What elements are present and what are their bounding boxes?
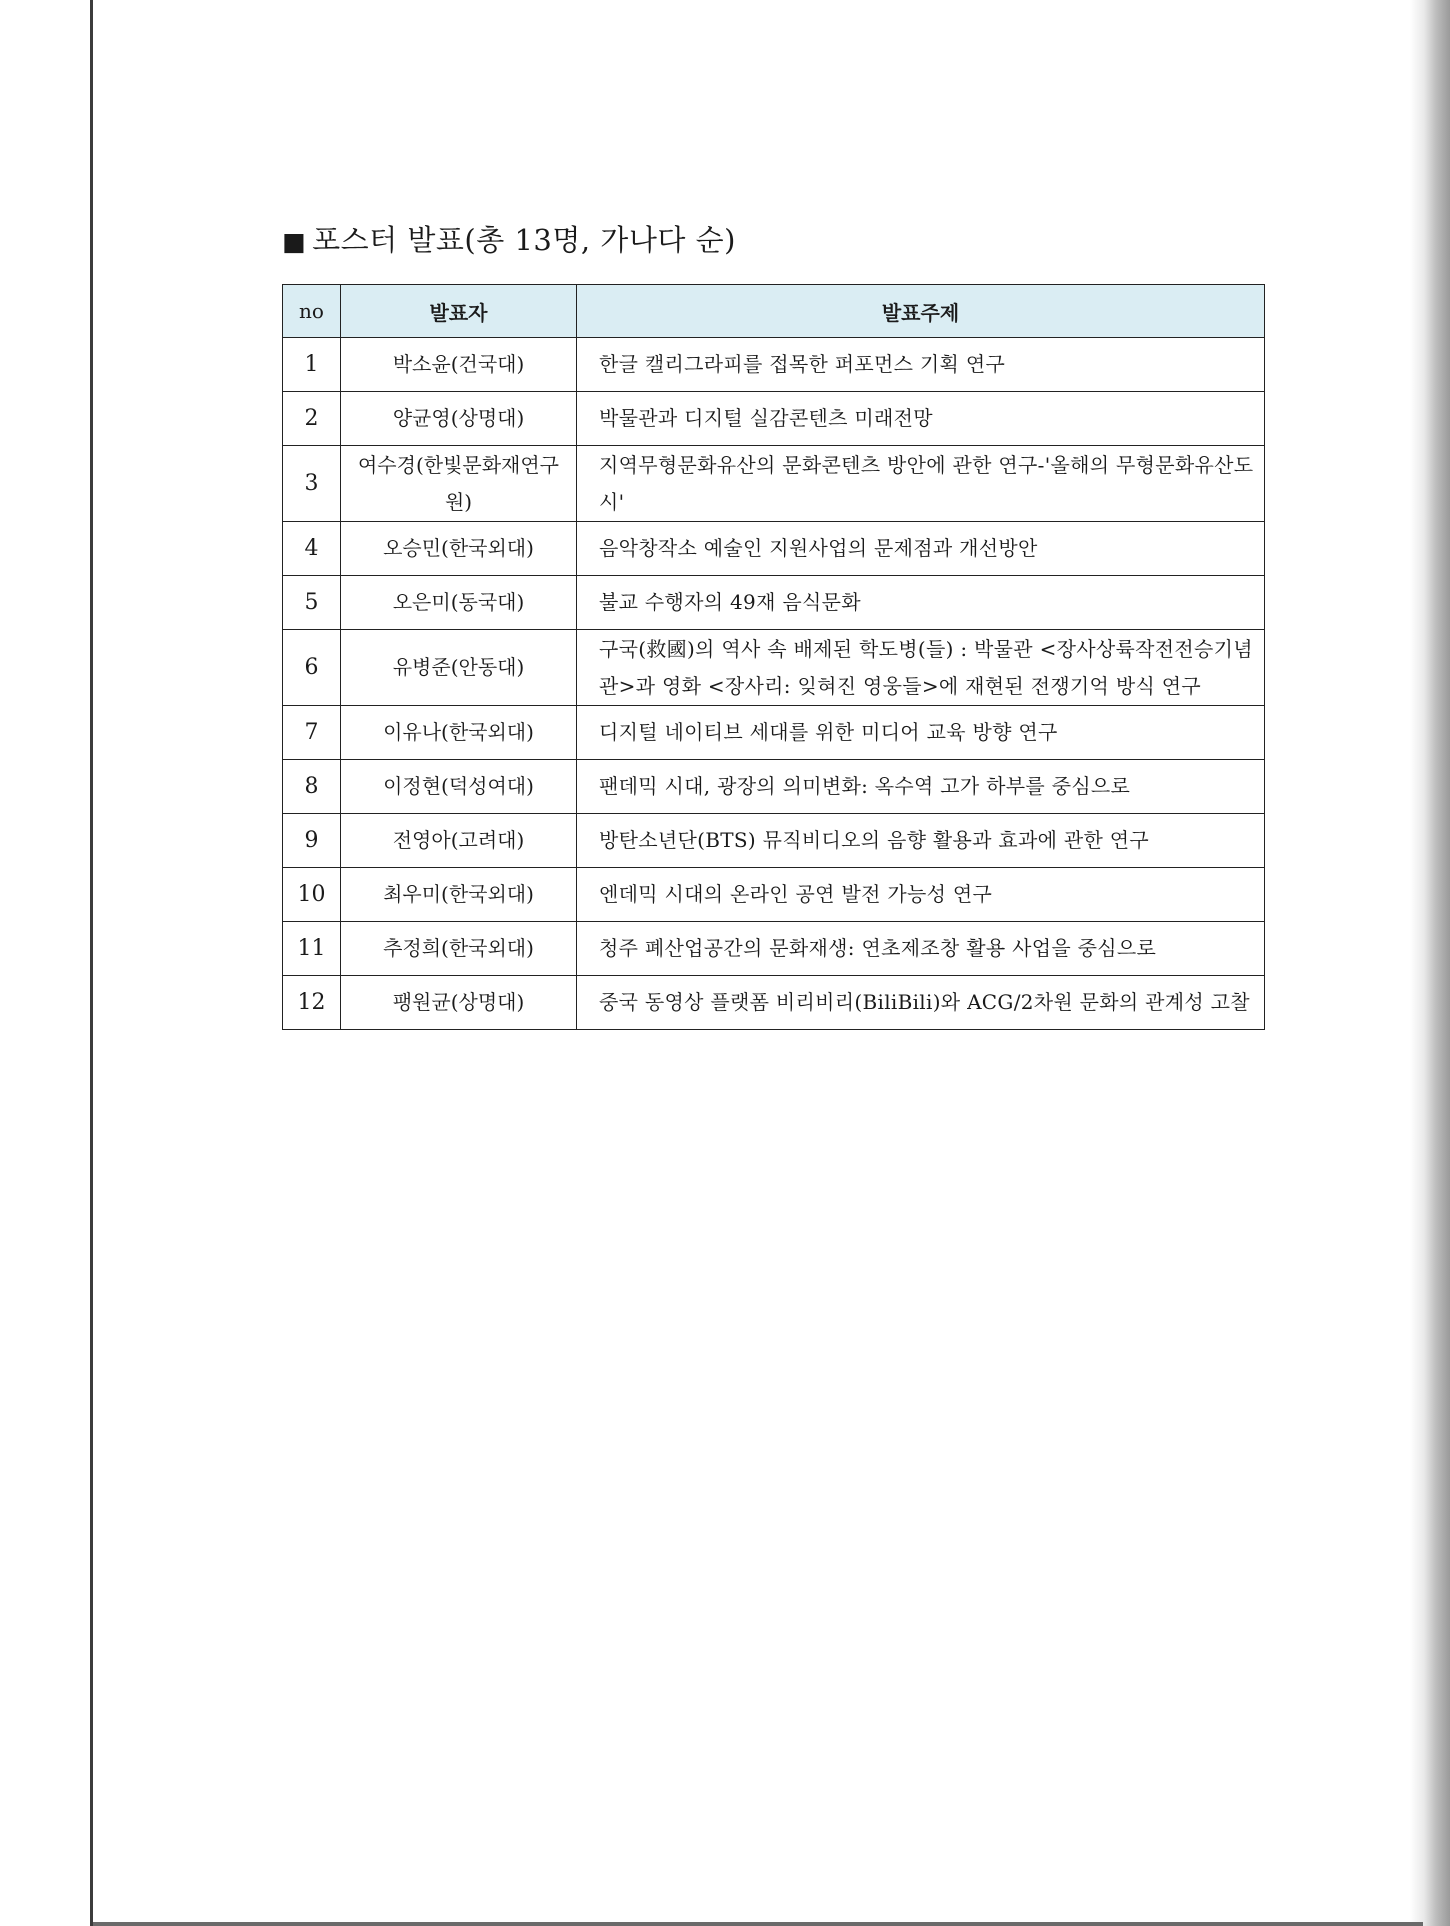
table-row — [283, 814, 1265, 868]
table-row — [283, 338, 1265, 392]
row-no: 4 — [283, 522, 341, 576]
row-topic: 구국(救國)의 역사 속 배제된 학도병(들) : 박물관 <장사상륙작전전승기념관>과 영화 <장사리: 잊혀진 영웅들>에 재현된 전쟁기억 방식 연구 — [577, 630, 1265, 706]
row-topic: 불교 수행자의 49재 음식문화 — [577, 576, 1265, 630]
row-topic: 디지털 네이티브 세대를 위한 미디어 교육 방향 연구 — [577, 706, 1265, 760]
row-topic: 방탄소년단(BTS) 뮤직비디오의 음향 활용과 효과에 관한 연구 — [577, 814, 1265, 868]
section-title-text: 포스터 발표(총 13명, 가나다 순) — [312, 223, 736, 257]
table-row — [283, 706, 1265, 760]
row-presenter: 팽원균(상명대) — [341, 976, 577, 1030]
table-row — [283, 760, 1265, 814]
row-no: 10 — [283, 868, 341, 922]
row-presenter: 전영아(고려대) — [341, 814, 577, 868]
row-presenter: 여수경(한빛문화재연구원) — [341, 446, 577, 522]
page-right-shadow — [1410, 0, 1450, 1926]
row-topic: 엔데믹 시대의 온라인 공연 발전 가능성 연구 — [577, 868, 1265, 922]
table-row — [283, 392, 1265, 446]
row-no: 2 — [283, 392, 341, 446]
square-bullet-icon: ■ — [282, 227, 307, 256]
poster-presentation-table — [282, 284, 1265, 1030]
table-row — [283, 522, 1265, 576]
row-no: 3 — [283, 446, 341, 522]
row-topic: 박물관과 디지털 실감콘텐츠 미래전망 — [577, 392, 1265, 446]
row-presenter: 오은미(동국대) — [341, 576, 577, 630]
row-topic: 지역무형문화유산의 문화콘텐츠 방안에 관한 연구-'올해의 무형문화유산도시' — [577, 446, 1265, 522]
row-no: 8 — [283, 760, 341, 814]
row-topic: 팬데믹 시대, 광장의 의미변화: 옥수역 고가 하부를 중심으로 — [577, 760, 1265, 814]
table-row — [283, 630, 1265, 706]
left-margin — [0, 0, 92, 1926]
row-no: 5 — [283, 576, 341, 630]
table-row — [283, 976, 1265, 1030]
row-no: 1 — [283, 338, 341, 392]
row-no: 11 — [283, 922, 341, 976]
table-header-row — [283, 285, 1265, 338]
row-presenter: 이정현(덕성여대) — [341, 760, 577, 814]
table-row — [283, 868, 1265, 922]
row-presenter: 최우미(한국외대) — [341, 868, 577, 922]
page-bottom-edge — [93, 1922, 1423, 1926]
row-presenter: 오승민(한국외대) — [341, 522, 577, 576]
row-presenter: 양균영(상명대) — [341, 392, 577, 446]
header-no: no — [283, 285, 341, 338]
table-row — [283, 446, 1265, 522]
row-topic: 중국 동영상 플랫폼 비리비리(BiliBili)와 ACG/2차원 문화의 관계성 고찰 — [577, 976, 1265, 1030]
row-topic: 한글 캘리그라피를 접목한 퍼포먼스 기획 연구 — [577, 338, 1265, 392]
row-topic: 청주 폐산업공간의 문화재생: 연초제조창 활용 사업을 중심으로 — [577, 922, 1265, 976]
table-row — [283, 576, 1265, 630]
row-no: 12 — [283, 976, 341, 1030]
row-no: 6 — [283, 630, 341, 706]
header-presenter: 발표자 — [341, 285, 577, 338]
row-topic: 음악창작소 예술인 지원사업의 문제점과 개선방안 — [577, 522, 1265, 576]
table-row — [283, 922, 1265, 976]
section-title — [282, 218, 736, 259]
page-left-edge — [90, 0, 93, 1926]
header-topic: 발표주제 — [577, 285, 1265, 338]
row-presenter: 박소윤(건국대) — [341, 338, 577, 392]
row-no: 7 — [283, 706, 341, 760]
row-presenter: 유병준(안동대) — [341, 630, 577, 706]
row-presenter: 이유나(한국외대) — [341, 706, 577, 760]
row-presenter: 추정희(한국외대) — [341, 922, 577, 976]
row-no: 9 — [283, 814, 341, 868]
